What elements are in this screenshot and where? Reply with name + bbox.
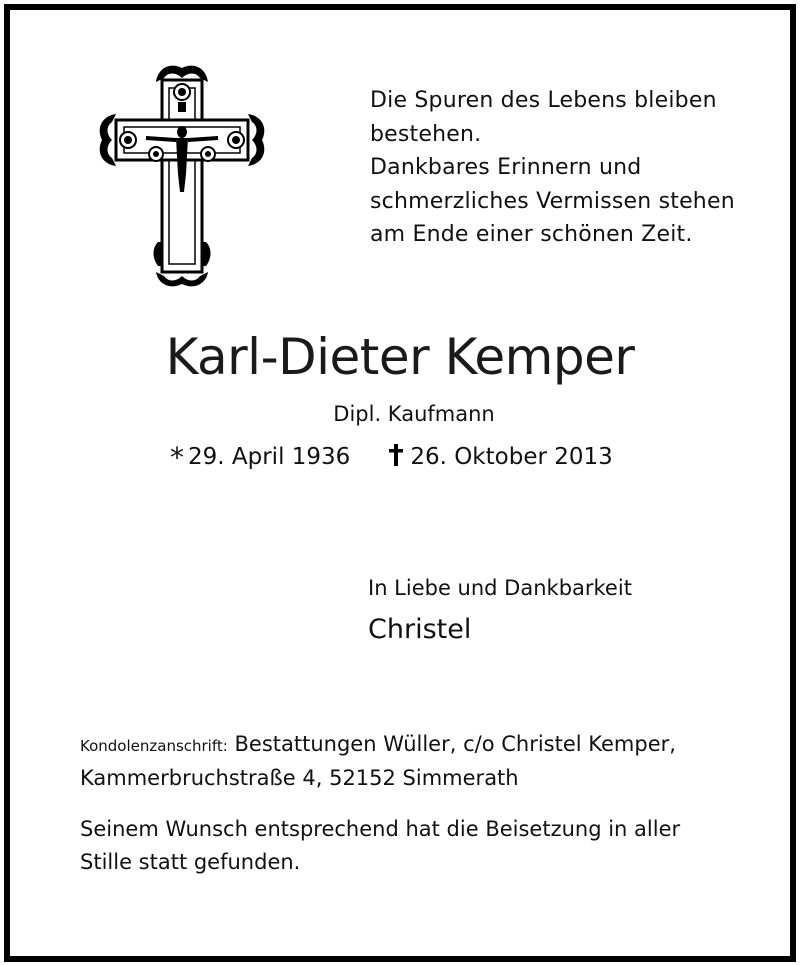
burial-note: [80, 813, 770, 879]
crucifix-icon: [96, 62, 268, 290]
birth-star-icon: *: [170, 441, 184, 474]
signature: Christel: [368, 614, 472, 645]
closing-phrase: In Liebe und Dankbarkeit: [368, 576, 632, 600]
poem-line: schmerzliches Vermissen stehen: [370, 188, 735, 214]
poem-line: am Ende einer schönen Zeit.: [370, 222, 693, 247]
death-date: 26. Oktober 2013: [410, 444, 613, 470]
poem: [370, 84, 770, 252]
note-line: Seinem Wunsch entsprechend hat die Beisetzung in aller: [80, 817, 681, 841]
address-line-1: Bestattungen Wüller, c/o Christel Kemper,: [234, 732, 676, 756]
deceased-name: Karl-Dieter Kemper: [165, 328, 635, 386]
condolence-label: Kondolenzanschrift:: [80, 737, 228, 755]
birth-date: 29. April 1936: [188, 444, 351, 470]
poem-line: Die Spuren des Lebens bleiben: [370, 88, 717, 113]
note-line: Stille statt gefunden.: [80, 850, 301, 874]
cross-icon: [388, 443, 404, 473]
poem-line: bestehen.: [370, 121, 482, 147]
deceased-profession: Dipl. Kaufmann: [333, 402, 495, 426]
address-line-2: Kammerbruchstraße 4, 52152 Simmerath: [80, 766, 519, 790]
life-dates: [170, 441, 650, 474]
condolence-address: [80, 728, 770, 794]
poem-line: Dankbares Erinnern und: [370, 155, 642, 180]
